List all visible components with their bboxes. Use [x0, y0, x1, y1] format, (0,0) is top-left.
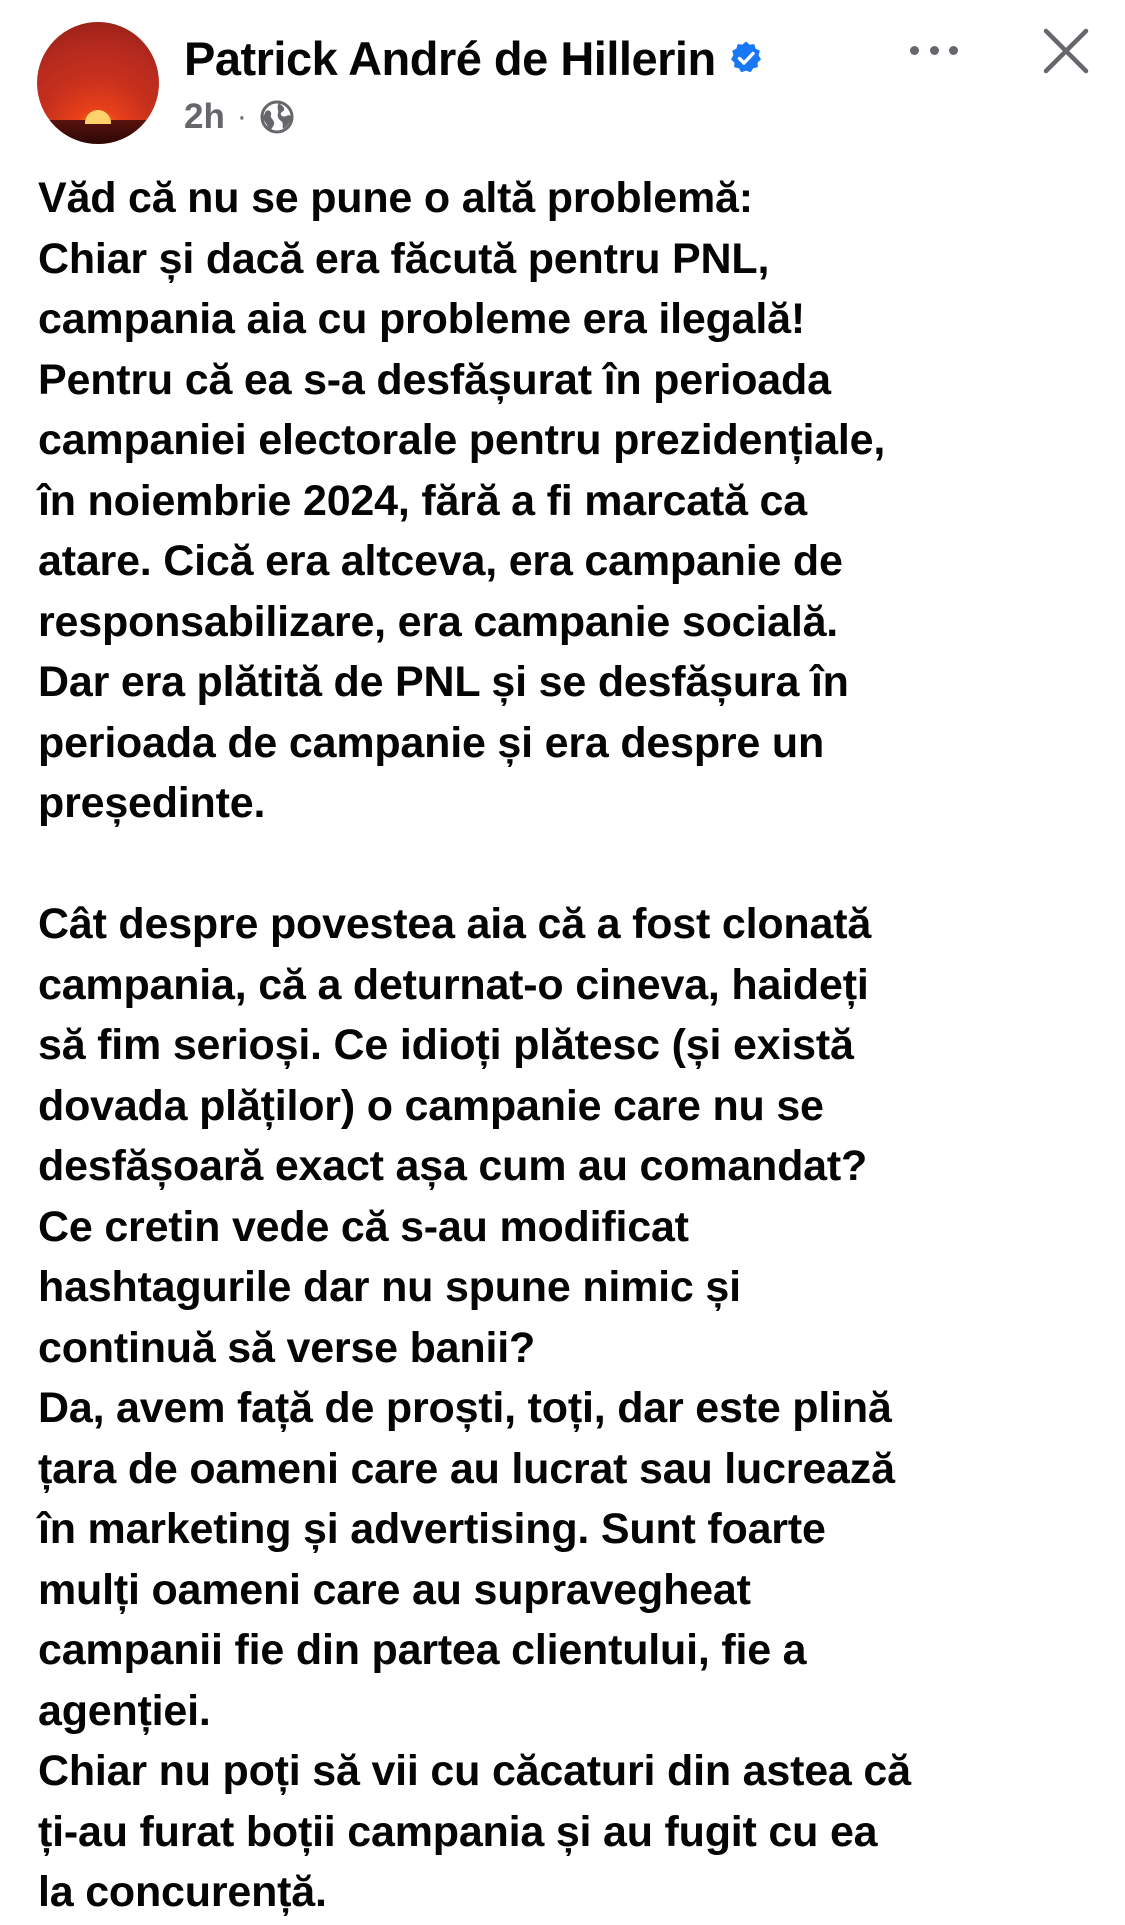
meta-separator: · — [236, 100, 247, 133]
post-text-line: hashtagurile dar nu spune nimic și — [38, 1263, 741, 1311]
verified-badge-icon — [728, 40, 764, 76]
post-text-line: ți-au furat boții campania și au fugit cu ea — [38, 1807, 878, 1856]
post-text-line: mulți oameni care au supravegheat — [38, 1565, 751, 1614]
post-text-line: perioada de campanie și era despre un — [38, 718, 825, 767]
post-text-line: țara de oameni care au lucrat sau lucrează — [38, 1444, 895, 1493]
post-timestamp[interactable]: 2h — [184, 97, 225, 136]
post-text-line: Ce cretin vede că s-au modificat — [38, 1202, 689, 1251]
post-text-line: atare. Cică era altceva, era campanie de — [38, 537, 843, 585]
more-dot — [910, 46, 919, 55]
more-dot — [930, 46, 939, 55]
author-row — [184, 28, 764, 88]
post-text-line: Pentru că ea s-a desfășurat în perioada — [38, 355, 831, 404]
post-text-line: să fim serioși. Ce idioți plătesc (și există — [38, 1021, 854, 1069]
paragraph-break — [38, 834, 1108, 895]
post-text-line: Văd că nu se pune o altă problemă: — [38, 174, 753, 222]
post-text-line: campania aia cu probleme era ilegală! — [38, 295, 805, 343]
post-text-line: Da, avem față de proști, toți, dar este plină — [38, 1384, 892, 1432]
post-text-line: Chiar și dacă era făcută pentru PNL, — [38, 234, 770, 283]
post-header — [0, 0, 1125, 150]
post-text-line: în marketing și advertising. Sunt foarte — [38, 1505, 826, 1553]
more-options-icon[interactable] — [904, 30, 964, 70]
post-text-line: agenției. — [38, 1686, 211, 1735]
post-text-line: campanii fie din partea clientului, fie a — [38, 1626, 807, 1674]
post-text-line: desfășoară exact așa cum au comandat? — [38, 1142, 868, 1190]
post-meta — [184, 92, 295, 142]
post-text-line: Dar era plătită de PNL și se desfășura în — [38, 658, 849, 706]
author-name[interactable]: Patrick André de Hillerin — [184, 31, 716, 85]
globe-icon[interactable] — [259, 99, 295, 135]
post-text-line: continuă să verse banii? — [38, 1323, 536, 1372]
post-text-line: responsabilizare, era campanie socială. — [38, 597, 839, 646]
post-text-line: Cât despre povestea aia că a fost clonată — [38, 900, 872, 948]
post-text-line: președinte. — [38, 779, 266, 827]
post-body — [38, 168, 1108, 1923]
post-text-line: campania, că a deturnat-o cineva, haideți — [38, 960, 869, 1009]
author-avatar[interactable] — [37, 22, 159, 144]
avatar-sun — [85, 110, 111, 124]
post-text-line: la concurență. — [38, 1868, 327, 1916]
more-dot — [949, 46, 958, 55]
close-icon[interactable] — [1040, 25, 1092, 77]
post-text-line: în noiembrie 2024, fără a fi marcată ca — [38, 476, 807, 525]
post-text-line: dovada plăților) o campanie care nu se — [38, 1081, 824, 1130]
post-text-line: Chiar nu poți să vii cu căcaturi din astea că — [38, 1747, 911, 1795]
post-text-line: campaniei electorale pentru prezidențiale, — [38, 416, 886, 464]
